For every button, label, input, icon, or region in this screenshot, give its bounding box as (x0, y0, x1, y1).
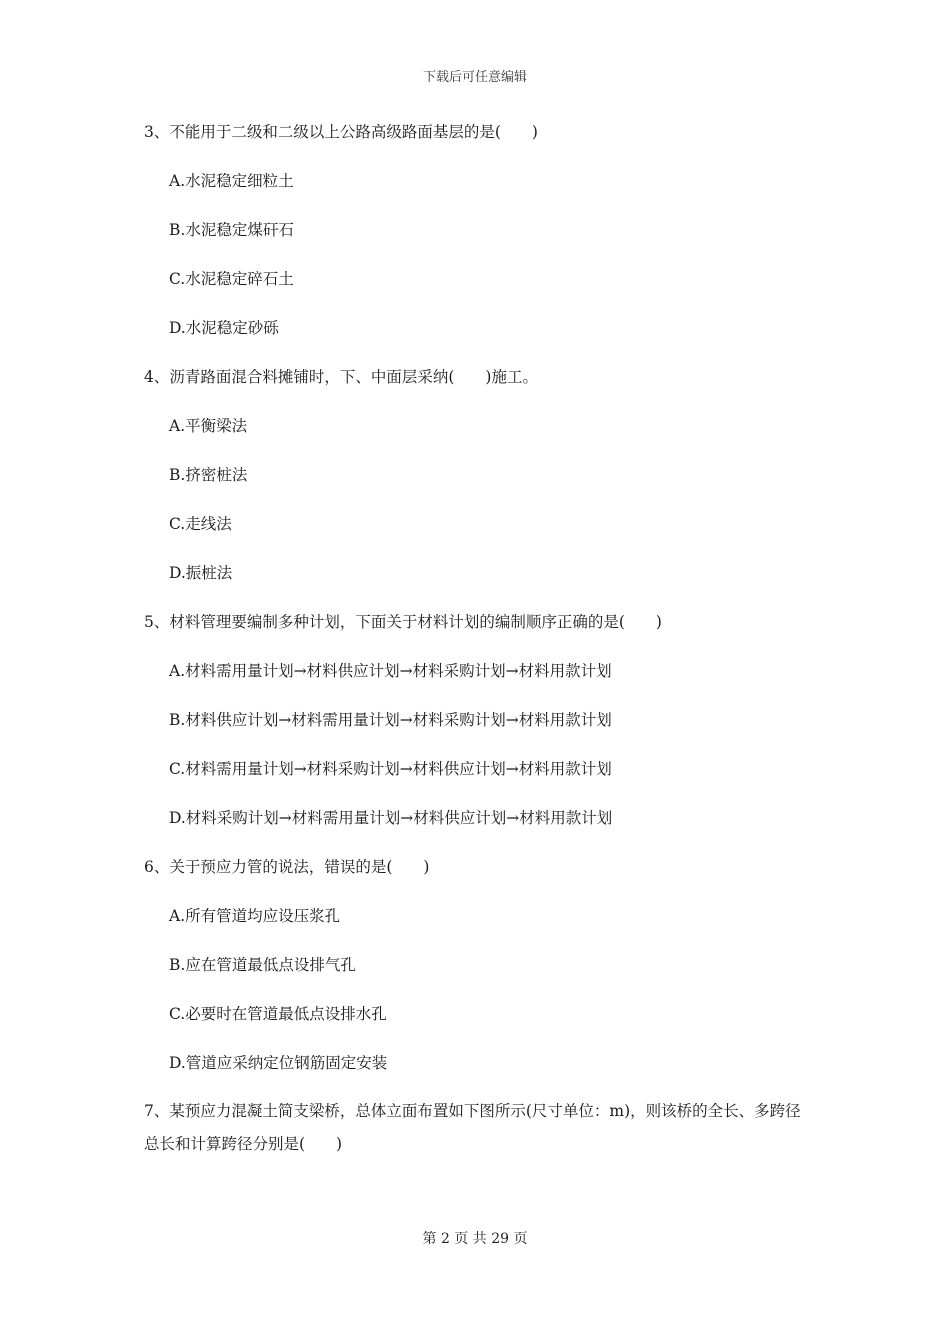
question-3 (144, 121, 814, 339)
question-stem: 3、不能用于二级和二级以上公路高级路面基层的是( ) (144, 123, 538, 141)
option-b: B.水泥稳定煤矸石 (169, 221, 294, 239)
question-7 (144, 1095, 814, 1161)
option-a: A.水泥稳定细粒土 (169, 172, 294, 190)
page-header: 下载后可任意编辑 (422, 70, 527, 85)
option-d: D.振桩法 (169, 564, 233, 582)
option-b: B.应在管道最低点设排气孔 (169, 956, 356, 974)
option-b: B.材料供应计划→材料需用量计划→材料采购计划→材料用款计划 (169, 711, 612, 729)
question-list (144, 121, 814, 1161)
question-stem: 4、沥青路面混合料摊铺时，下、中面层采纳( )施工。 (144, 368, 538, 386)
option-c: C.走线法 (169, 515, 232, 533)
option-c: C.水泥稳定碎石土 (169, 270, 294, 288)
question-stem: 6、关于预应力管的说法，错误的是( ) (144, 858, 430, 876)
option-a: A.材料需用量计划→材料供应计划→材料采购计划→材料用款计划 (169, 662, 612, 680)
option-a: A.平衡梁法 (169, 417, 248, 435)
question-4 (144, 366, 814, 584)
option-b: B.挤密桩法 (169, 466, 248, 484)
option-d: D.水泥稳定砂砾 (169, 319, 279, 337)
option-c: C.材料需用量计划→材料采购计划→材料供应计划→材料用款计划 (169, 760, 612, 778)
question-5 (144, 611, 814, 829)
question-stem: 5、材料管理要编制多种计划，下面关于材料计划的编制顺序正确的是( ) (144, 613, 662, 631)
option-d: D.材料采购计划→材料需用量计划→材料供应计划→材料用款计划 (169, 809, 613, 827)
option-c: C.必要时在管道最低点设排水孔 (169, 1005, 387, 1023)
question-6 (144, 856, 814, 1074)
question-stem: 7、某预应力混凝土简支梁桥，总体立面布置如下图所示(尺寸单位：m)，则该桥的全长、多跨径总长和计算跨径分别是( ) (144, 1102, 801, 1153)
page-footer: 第 2 页 共 29 页 (422, 1231, 528, 1247)
option-a: A.所有管道均应设压浆孔 (169, 907, 341, 925)
option-d: D.管道应采纳定位钢筋固定安装 (169, 1054, 388, 1072)
